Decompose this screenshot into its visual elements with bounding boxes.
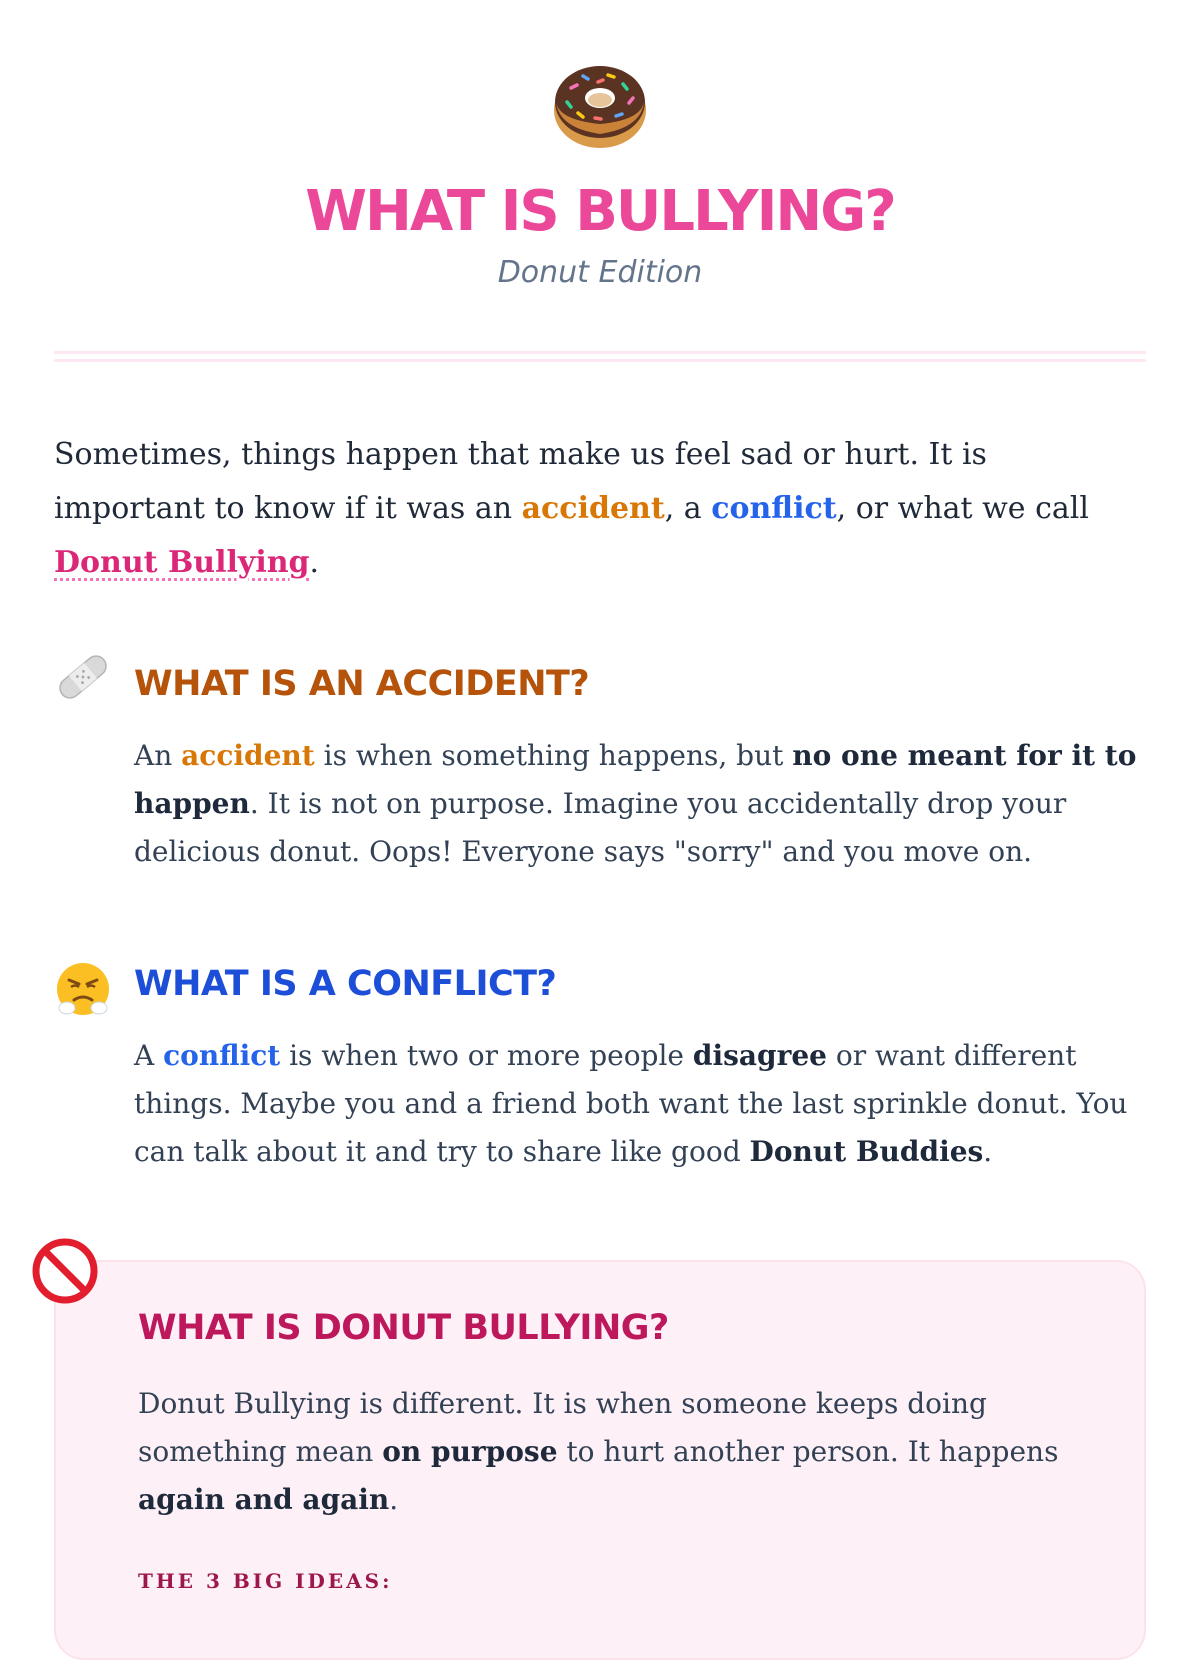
conflict-text: A xyxy=(134,1039,164,1072)
conflict-keyword: conflict xyxy=(163,1039,281,1072)
donut-icon xyxy=(553,58,647,154)
big-ideas-label: THE 3 BIG IDEAS: xyxy=(138,1569,393,1593)
bullying-emphasis: on purpose xyxy=(382,1435,558,1468)
conflict-text: . xyxy=(983,1135,993,1168)
bullying-text: . xyxy=(389,1483,399,1516)
intro-paragraph xyxy=(54,428,1146,590)
intro-text: , a xyxy=(664,491,712,526)
accident-text: is when something happens, but xyxy=(314,739,793,772)
donut-bullying-description xyxy=(138,1380,1098,1524)
accident-heading: WHAT IS AN ACCIDENT? xyxy=(134,664,590,704)
accident-keyword: accident xyxy=(181,739,315,772)
page-subtitle: Donut Edition xyxy=(497,255,703,290)
page-title: WHAT IS BULLYING? xyxy=(305,179,895,244)
bandage-icon xyxy=(54,648,112,710)
conflict-emphasis: Donut Buddies xyxy=(749,1135,984,1168)
no-entry-icon xyxy=(32,1238,98,1308)
intro-text: . xyxy=(309,545,320,580)
accident-keyword: accident xyxy=(521,491,665,526)
divider xyxy=(54,359,1146,362)
conflict-emphasis: disagree xyxy=(692,1039,827,1072)
intro-text: , or what we call xyxy=(836,491,1089,526)
donut-bullying-keyword: Donut Bullying xyxy=(54,545,310,580)
conflict-text: or want different things. Maybe you and a friend both want the last sprinkle donut. You can talk about it and try to share like good xyxy=(134,1039,1128,1168)
donut-bullying-heading: WHAT IS DONUT BULLYING? xyxy=(138,1308,669,1348)
conflict-text: is when two or more people xyxy=(280,1039,693,1072)
bullying-emphasis: again and again xyxy=(138,1483,390,1516)
conflict-heading: WHAT IS A CONFLICT? xyxy=(134,964,557,1004)
conflict-description xyxy=(134,1032,1144,1176)
intro-text: Sometimes, things happen that make us feel sad or hurt. It is important to know if it was an xyxy=(54,437,987,526)
accident-description xyxy=(134,732,1144,876)
accident-text: An xyxy=(134,739,182,772)
accident-emphasis: no one meant for it to happen xyxy=(134,739,1137,820)
accident-text: . It is not on purpose. Imagine you accidentally drop your delicious donut. Oops! Everyone says "sorry" and you move on. xyxy=(134,787,1067,868)
angry-face-icon xyxy=(54,960,112,1022)
divider xyxy=(54,351,1146,354)
conflict-keyword: conflict xyxy=(711,491,837,526)
bullying-text: Donut Bullying is different. It is when someone keeps doing something mean xyxy=(138,1387,987,1468)
bullying-text: to hurt another person. It happens xyxy=(557,1435,1059,1468)
